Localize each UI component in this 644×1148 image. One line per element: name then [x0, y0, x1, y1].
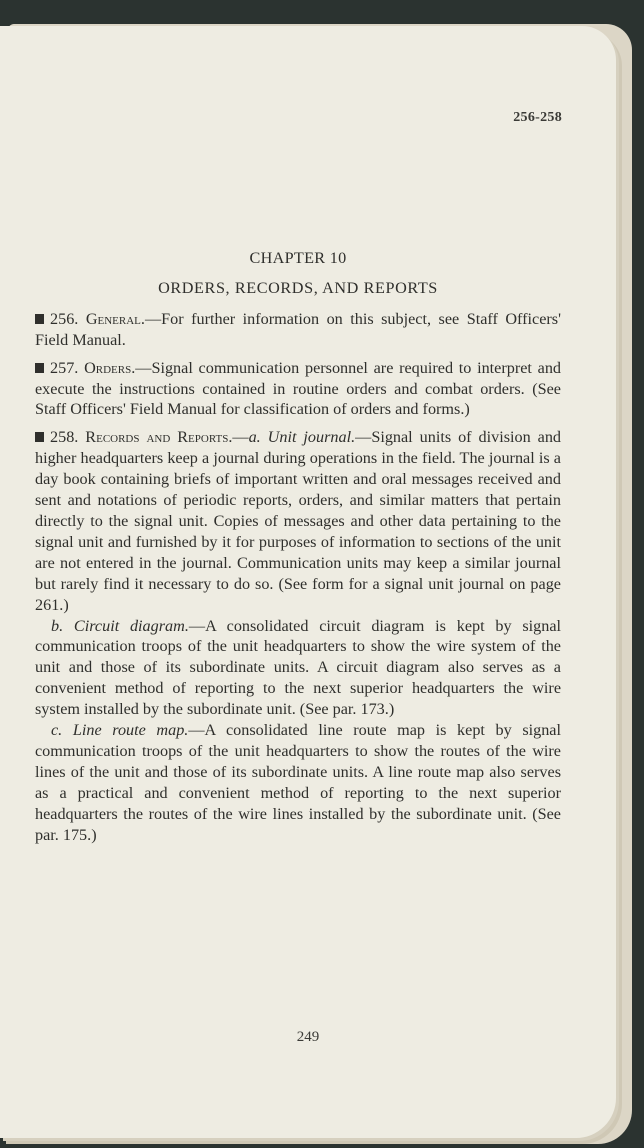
page-number: 249 [296, 1029, 320, 1045]
subparagraph-letter: c. [51, 721, 63, 740]
paragraph-text: For further information on this subject, see Staff Officers' Field Manual. [35, 309, 562, 349]
running-head: 256-258 [513, 110, 562, 125]
em-dash: — [355, 428, 372, 447]
paragraph-256 [35, 309, 561, 351]
em-dash: — [144, 309, 162, 328]
paragraph-258c [35, 720, 561, 845]
subparagraph-title: Line route map. [72, 721, 189, 740]
em-dash: — [188, 616, 206, 635]
paragraph-number: 257. [50, 358, 79, 377]
paragraph-number: 258. [50, 428, 79, 447]
section-marker-icon [35, 432, 44, 442]
subparagraph-letter: b. [51, 616, 64, 635]
subparagraph-letter: a. [248, 428, 261, 447]
em-dash: — [135, 358, 152, 377]
chapter-number: CHAPTER 10 [249, 249, 347, 267]
book-page [0, 26, 616, 1138]
chapter-title: ORDERS, RECORDS, AND REPORTS [158, 278, 438, 297]
subparagraph-title: Unit journal. [267, 428, 356, 447]
paragraph-258b [35, 616, 561, 721]
paragraph-heading: Records and Reports. [85, 428, 233, 447]
paragraph-257 [35, 358, 561, 421]
subparagraph-title: Circuit diagram. [73, 616, 189, 635]
em-dash: — [188, 721, 205, 740]
subparagraph-text: Signal units of division and higher headquarters keep a journal during operations in the field. The journal is a day book containing briefs of important written and oral messages received and sent and notations of periodic reports, orders, and similar matters that pertain directly to the signal unit. Copies of messages and other data pertaining to the signal unit and furnished by it for purposes of information to sections of the unit are not entered in the journal. Communication units may keep a similar journal but rarely find it necessary to do so. (See form for a signal unit journal on page 261.) [35, 428, 562, 614]
subparagraph-text: A consolidated line route map is kept by signal communication troops of the unit headquarters to show the routes of the wire lines of the unit and those of its subordinate units. A line route map also serves as a practical and convenient method of reporting to the next superior headquarters the routes of the wire lines installed by the subordinate unit. (See par. 175.) [35, 721, 561, 844]
page-body [35, 248, 561, 845]
paragraph-number: 256. [50, 309, 79, 328]
paragraph-258a [35, 427, 561, 615]
section-marker-icon [35, 314, 44, 324]
em-dash: — [232, 428, 249, 447]
subparagraph-text: A consolidated circuit diagram is kept by signal communication troops of the unit headquarters to show the wire system of the unit and those of its subordinate units. A circuit diagram also serves as a convenient method of reporting to the next superior headquarters the wire system installed by the subordinate unit. (See par. 173.) [35, 616, 561, 719]
paragraph-heading: General. [85, 309, 145, 328]
section-marker-icon [35, 363, 44, 373]
paragraph-text: Signal communication personnel are required to interpret and execute the instructions contained in routine orders and combat orders. (See Staff Officers' Field Manual for classification of orders and forms.) [35, 358, 562, 419]
paragraph-heading: Orders. [84, 358, 136, 377]
